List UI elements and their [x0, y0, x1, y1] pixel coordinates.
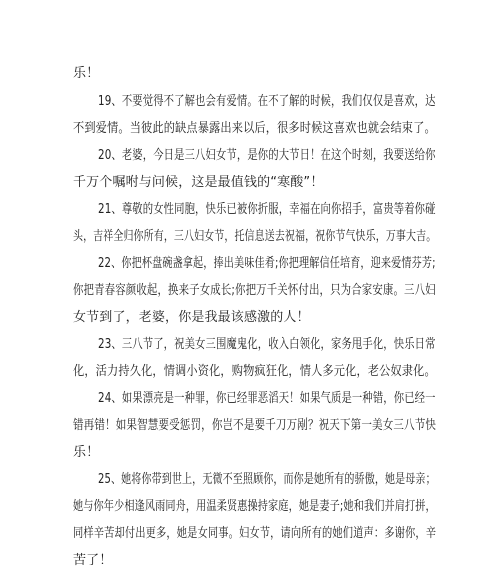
paragraph-25-line-2: 她与你年少相逢风雨同舟，用温柔贤惠操持家庭，她是妻子;她和我们并肩打拼， — [73, 499, 436, 514]
paragraph-25-line-4: 苦了！ — [73, 553, 113, 568]
paragraph-22-line-2: 你把青春容颜收起，换来子女成长;你把万千关怀付出，只为合家安康。三八妇 — [73, 283, 436, 298]
paragraph-24-line-1: 24、如果漂亮是一种罪，你已经罪恶滔天！如果气质是一种错，你已经一 — [98, 391, 436, 406]
paragraph-23-line-2: 化，活力持久化，情调小资化，购物疯狂化，情人多元化，老公奴隶化。 — [73, 364, 436, 379]
text-line: 乐！ — [73, 66, 100, 81]
paragraph-25-line-3: 同样辛苦却付出更多，她是女同事。妇女节，请向所有的她们道声：多谢你，辛 — [73, 526, 437, 541]
paragraph-23-line-1: 23、三八节了，祝美女三围魔鬼化，收入白领化，家务甩手化，快乐日常 — [98, 337, 436, 352]
paragraph-19-line-1: 19、不要觉得不了解也会有爱情。在不了解的时候，我们仅仅是喜欢，达 — [98, 94, 436, 109]
paragraph-22-line-1: 22、你把杯盘碗盏拿起，捧出美味佳肴;你把理解信任培育，迎来爱情芬芳; — [98, 256, 436, 271]
paragraph-22-line-3: 女节到了，老婆，你是我最该感激的人！ — [73, 310, 310, 325]
paragraph-21-line-2: 头，吉祥全归你所有，三八妇女节，托信息送去祝福，祝你节气快乐，万事大吉。 — [73, 229, 437, 244]
paragraph-19-line-2: 不到爱情。当彼此的缺点暴露出来以后，很多时候这喜欢也就会结束了。 — [73, 121, 436, 136]
paragraph-24-line-3: 乐！ — [73, 445, 100, 460]
paragraph-20-line-2: 千万个嘱咐与问候，这是最值钱的“寒酸”！ — [73, 175, 324, 190]
paragraph-21-line-1: 21、尊敬的女性同胞，快乐已被你折服，幸福在向你招手，富贵等着你碰 — [98, 202, 436, 217]
paragraph-25-line-1: 25、她将你带到世上，无微不至照顾你，而你是她所有的骄傲，她是母亲； — [98, 472, 436, 487]
paragraph-24-line-2: 错再错！如果智慧要受惩罚，你岂不是要千刀万剐？祝天下第一美女三八节快 — [73, 418, 437, 433]
paragraph-20-line-1: 20、老婆，今日是三八妇女节，是你的大节日！在这个时刻，我要送给你 — [98, 148, 436, 163]
